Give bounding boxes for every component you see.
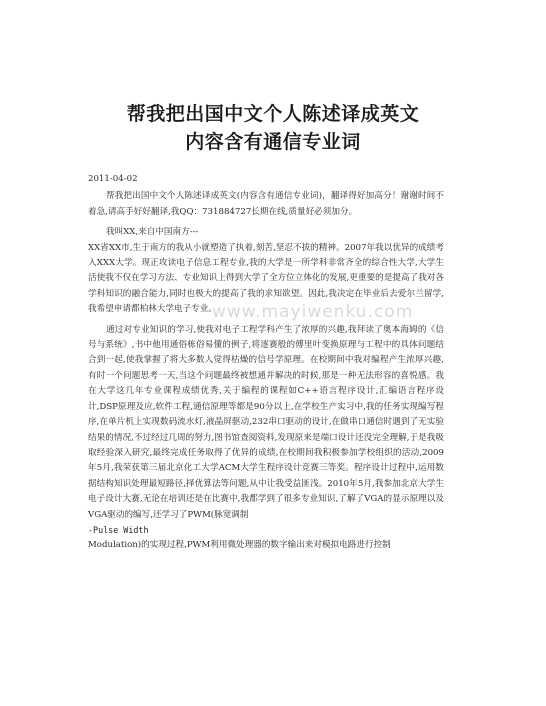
paragraph-2-tail-2: Modulation)的实现过程,PWM利用微处理器的数字输出来对模拟电路进行控制 <box>88 540 391 551</box>
intro-paragraph: 帮我把出国中文个人陈述译成英文(内容含有通信专业词)，翻译得好加高分！谢谢时间不着急,请高手好好翻译,我QQ：731884727长期在线,质量好必须加分。 <box>88 191 444 217</box>
title-line-1: 帮我把出国中文个人陈述译成英文 <box>126 103 420 125</box>
paragraph-1-lead: 我叫XX,来自中国南方--- <box>106 227 199 238</box>
title-line-2: 内容含有通信专业词 <box>185 131 361 153</box>
document-date: 2011-04-02 <box>88 174 138 184</box>
document-title <box>60 100 486 156</box>
paragraph-2-tail-1: -Pulse Width <box>88 524 149 535</box>
paragraph-1-body: XX省XX市,生于南方的我从小就塑造了执着,刻苦,坚忍不拔的精神。2007年我以优异的成绩考入XXX大学。现正攻读电子信息工程专业,我的大学是一所学科非常齐全的综合性大学,大学生活使我不仅在学习方法、专业知识上得到大学了全方位立体化的发展,更重要的是提高了我对各学科知识的融合能力,同时也极大的提高了我的求知欲望。因此,我决定在毕业后去爱尔兰留学,我希望申请都柏林大学电子专业。 <box>88 242 444 315</box>
paragraph-2: 通过对专业知识的学习,使我对电子工程学科产生了浓厚的兴趣,我拜读了奥本海姆的《信号与系统》,书中他用通俗栋俗易懂的例子,将逐赛般的傅里叶变换原理与工程中的具体问题结合到一起,使我掌握了将大多数人觉得枯燥的信号学原理。在校期间中我对编程产生浓厚兴趣,有时一个问题思考一天,当这个问题最终被想通并解决的时候,那是一种无法形容的喜悦感。我在大学这几年专业课程成绩优秀,关于编程的课程如C++语言程序设计,汇编语言程序设计,DSP原理及应,软件工程,通信原理等都是90分以上,在学校生产实习中,我的任务实现编写程序,在单片机上实现数码流水灯,液晶屏驱动,232串口驱动的设计,在做串口通信时遇到了无实验结果的情况,不过经过几周的努力,图书馆查阅资料,发现原来是端口设计还没完全理解,于是我吸取经验深入研究,最终完成任务取得了优异的成绩,在校期间我积极参加学校组织的活动,2009年5月,我荣获第三届北京化工大学ACM大学生程序设计竞赛三等奖。程序设计过程中,运用数据结构知识处理最短路径,择优算法等问题,从中让我受益匪浅。2010年5月,我参加北京大学生电子设计大赛,无论在培训还是在比赛中,我都学到了很多专业知识,了解了VGA的显示原理以及VGA驱动的编写,还学习了PWM(脉宽调制 <box>88 324 444 520</box>
document-body <box>88 172 444 554</box>
watermark: www.mayiwenku.com <box>212 302 414 322</box>
